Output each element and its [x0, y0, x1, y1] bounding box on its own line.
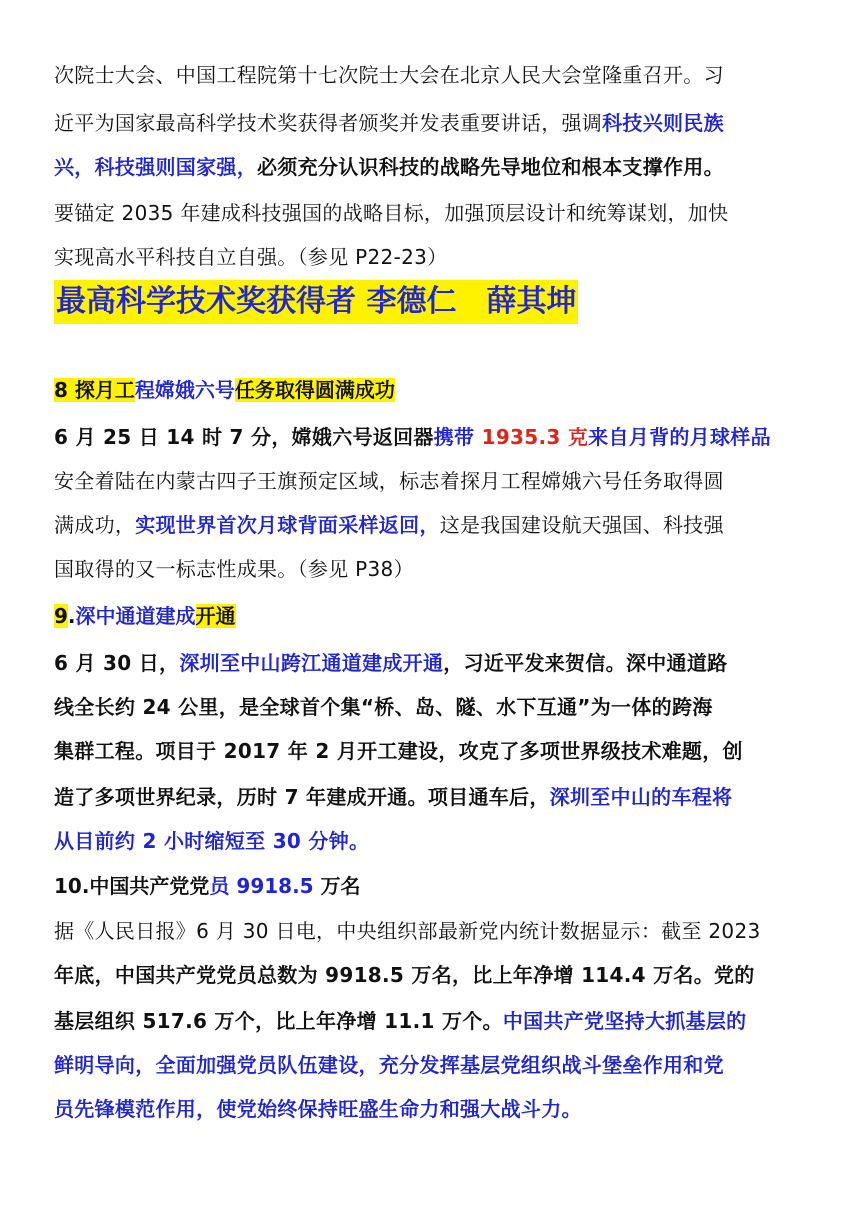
intro-line-1 [54, 62, 724, 88]
title-part: 深中通道建成 [75, 604, 196, 628]
emphasis-text: 从目前约 2 小时缩短至 30 分钟。 [54, 829, 370, 853]
section-10-line-4 [54, 1052, 724, 1078]
intro-line-4 [54, 200, 728, 226]
section-10-line-1 [54, 918, 761, 944]
title-part: 9 [54, 604, 68, 628]
text: 基层组织 517.6 万个，比上年净增 11.1 万个。 [54, 1009, 503, 1033]
text: 6 月 25 日 14 时 7 分，嫦娥六号返回器 [54, 425, 434, 449]
text: 这是我国建设航天强国、科技强 [439, 513, 724, 537]
text: 次院士大会、中国工程院第十七次院士大会在北京人民大会堂隆重召开。习 [54, 63, 724, 87]
title-part: 任务取得圆满成功 [234, 378, 395, 402]
title-part: 程嫦娥六号 [134, 378, 235, 402]
section-9-line-4 [54, 784, 732, 810]
emphasis-text: 兴，科技强则国家强， [54, 155, 257, 179]
text: 年底，中国共产党党员总数为 9918.5 万名，比上年净增 114.4 万名。党的 [54, 963, 755, 987]
text: 满成功， [54, 513, 136, 537]
emphasis-number: 1935.3 克 [481, 425, 589, 449]
text: 造了多项世界纪录，历时 7 年建成开通。项目通车后， [54, 785, 550, 809]
text: 据《人民日报》6 月 30 日电，中央组织部最新党内统计数据显示：截至 2023 [54, 919, 761, 943]
emphasis-text: 鲜明导向，全面加强党员队伍建设，充分发挥基层党组织战斗堡垒作用和党 [54, 1053, 724, 1077]
text: 近平为国家最高科学技术奖获得者颁奖并发表重要讲话，强调 [54, 111, 603, 135]
intro-line-2 [54, 110, 724, 136]
section-8-line-1 [54, 424, 771, 450]
intro-line-5 [54, 244, 447, 270]
section-9-line-5 [54, 828, 369, 854]
emphasis-text: 科技兴则民族 [602, 111, 724, 135]
text: 实现高水平科技自立自强。（参见 P22-23） [54, 245, 448, 269]
section-10-line-5 [54, 1096, 582, 1122]
text: 要锚定 2035 年建成科技强国的战略目标，加强顶层设计和统筹谋划，加快 [54, 201, 729, 225]
emphasis-text: 来自月背的月球样品 [588, 425, 771, 449]
text: 6 月 30 日， [54, 651, 180, 675]
emphasis-text: 中国共产党坚持大抓基层的 [502, 1009, 747, 1033]
title-part: 万名 [320, 874, 361, 898]
intro-line-3 [54, 154, 724, 180]
emphasis-text: 实现世界首次月球背面采样返回， [135, 513, 440, 537]
section-9-line-2 [54, 694, 713, 720]
title-part: . [67, 604, 76, 628]
emphasis-text: 深圳至中山跨江通道建成开通 [179, 651, 444, 675]
section-9-line-1 [54, 650, 727, 676]
title-part: 10.中国共产党党 [54, 874, 210, 898]
section-9-line-3 [54, 738, 743, 764]
text: 国取得的又一标志性成果。（参见 P38） [54, 557, 414, 581]
text: 安全着陆在内蒙古四子王旗预定区域，标志着探月工程嫦娥六号任务取得圆 [54, 469, 724, 493]
text: ，习近平发来贺信。深中通道路 [443, 651, 728, 675]
text: 必须充分认识科技的战略先导地位和根本支撑作用。 [257, 155, 724, 179]
title-part: 开通 [195, 604, 236, 628]
emphasis-text: 深圳至中山的车程将 [549, 785, 733, 809]
section-10-title [54, 872, 361, 900]
text: 线全长约 24 公里，是全球首个集“桥、岛、隧、水下互通”为一体的跨海 [54, 695, 713, 719]
emphasis-text: 员先锋模范作用，使党始终保持旺盛生命力和强大战斗力。 [54, 1097, 582, 1121]
section-10-line-3 [54, 1008, 746, 1034]
title-part: 8 探月工 [54, 378, 135, 402]
section-10-line-2 [54, 962, 755, 988]
title-part: 员 9918.5 [209, 874, 321, 898]
section-8-title [54, 376, 395, 404]
section-9-title [54, 602, 236, 630]
award-heading: 最高科学技术奖获得者 李德仁 薛其坤 [54, 280, 578, 324]
section-8-line-4 [54, 556, 414, 582]
text: 集群工程。项目于 2017 年 2 月开工建设，攻克了多项世界级技术难题，创 [54, 739, 743, 763]
section-8-line-2 [54, 468, 724, 494]
section-8-line-3 [54, 512, 724, 538]
emphasis-text: 携带 [433, 425, 482, 449]
